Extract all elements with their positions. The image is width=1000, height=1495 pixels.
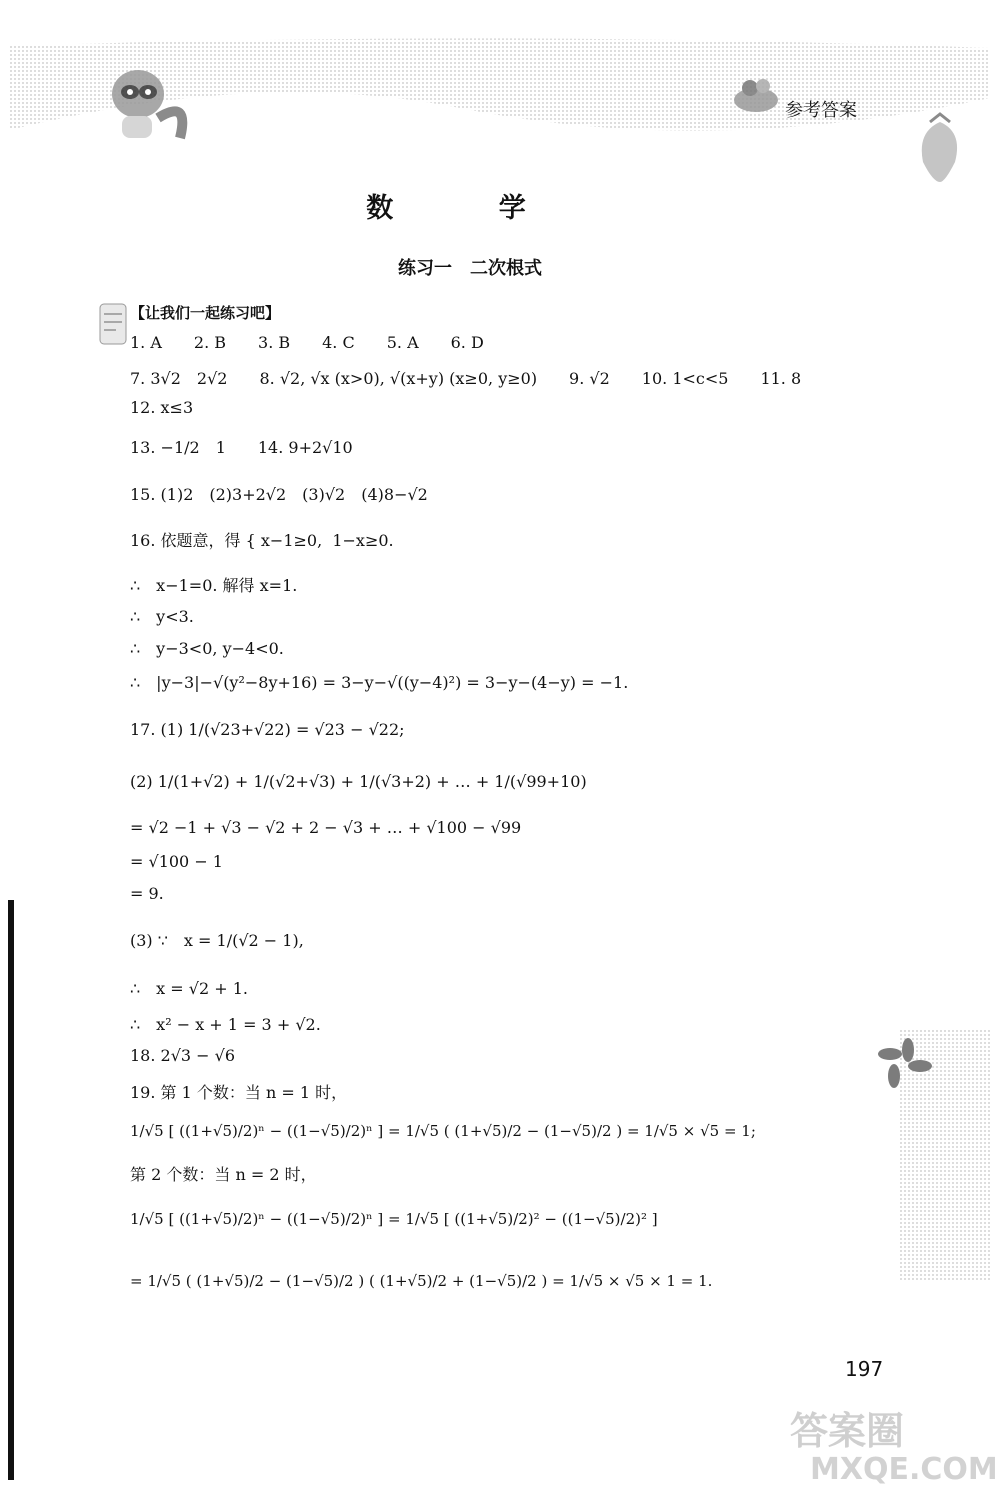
binding-edge-mark [8,900,14,1480]
header-label: 参考答案 [785,100,857,121]
strawberry-icon [915,112,965,182]
answer-line-7-11: 7. 3√2 2√2 8. √2, √x (x>0), √(x+y) (x≥0, y≥0) 9. √2 10. 1<c<5 11. 8 [130,369,802,388]
answer-line-19: 19. 第 1 个数：当 n = 1 时， [130,1083,348,1102]
answer-line-15: 15. (1)2 (2)3+2√2 (3)√2 (4)8−√2 [130,485,428,504]
page-title: 数 学 [366,193,574,224]
answer-line-16-step3: ∴ y−3<0, y−4<0. [130,639,284,658]
answer-line-19-n2-head: 第 2 个数：当 n = 2 时， [130,1165,317,1184]
section-heading: 【让我们一起练习吧】 [130,304,281,322]
watermark-logo: 答案圈 [790,1409,905,1453]
answer-line-16-step1: ∴ x−1=0. 解得 x=1. [130,576,298,595]
answer-line-17-2-step3: = 9. [130,884,164,903]
answer-line-17-1: 17. (1) 1/(√23+√22) = √23 − √22; [130,720,405,739]
exercise-title: 练习一 二次根式 [398,258,542,279]
pencil-badge-icon [96,300,132,350]
answer-line-17-2-step2: = √100 − 1 [130,852,223,871]
answer-line-18: 18. 2√3 − √6 [130,1046,236,1065]
fruit-basket-icon [730,66,782,116]
answer-line-17-2: (2) 1/(1+√2) + 1/(√2+√3) + 1/(√3+2) + … + 1/(√99+10) [130,772,587,791]
answer-line-12: 12. x≤3 [130,398,194,417]
answer-line-19-n2: 1/√5 [ ((1+√5)/2)ⁿ − ((1−√5)/2)ⁿ ] = 1/√5 [ ((1+√5)/2)² − ((1−√5)/2)² ] [130,1210,658,1228]
answer-line-17-3-step2: ∴ x² − x + 1 = 3 + √2. [130,1015,321,1034]
watermark-url: MXQE.COM [810,1452,998,1487]
answer-line-13-14: 13. −1/2 1 14. 9+2√10 [130,438,353,457]
answer-line-16-step2: ∴ y<3. [130,607,194,626]
answer-line-17-2-step1: = √2 −1 + √3 − √2 + 2 − √3 + … + √100 − √99 [130,818,522,837]
answer-line-19-n2-result: = 1/√5 ( (1+√5)/2 − (1−√5)/2 ) ( (1+√5)/2 + (1−√5)/2 ) = 1/√5 × √5 × 1 = 1. [130,1272,713,1290]
answer-line-1-6: 1. A 2. B 3. B 4. C 5. A 6. D [130,333,484,352]
answer-line-16: 16. 依题意，得 { x−1≥0, 1−x≥0. [130,531,394,550]
page-number: 197 [845,1357,884,1381]
flower-decoration-icon [860,1030,990,1280]
answer-line-17-3: (3) ∵ x = 1/(√2 − 1), [130,931,304,950]
answer-line-19-n1: 1/√5 [ ((1+√5)/2)ⁿ − ((1−√5)/2)ⁿ ] = 1/√5 ( (1+√5)/2 − (1−√5)/2 ) = 1/√5 × √5 = 1; [130,1122,756,1140]
answer-line-16-step4: ∴ |y−3|−√(y²−8y+16) = 3−y−√((y−4)²) = 3−y−(4−y) = −1. [130,673,629,692]
raccoon-mascot-icon [100,58,196,150]
answer-line-17-3-step1: ∴ x = √2 + 1. [130,979,249,998]
